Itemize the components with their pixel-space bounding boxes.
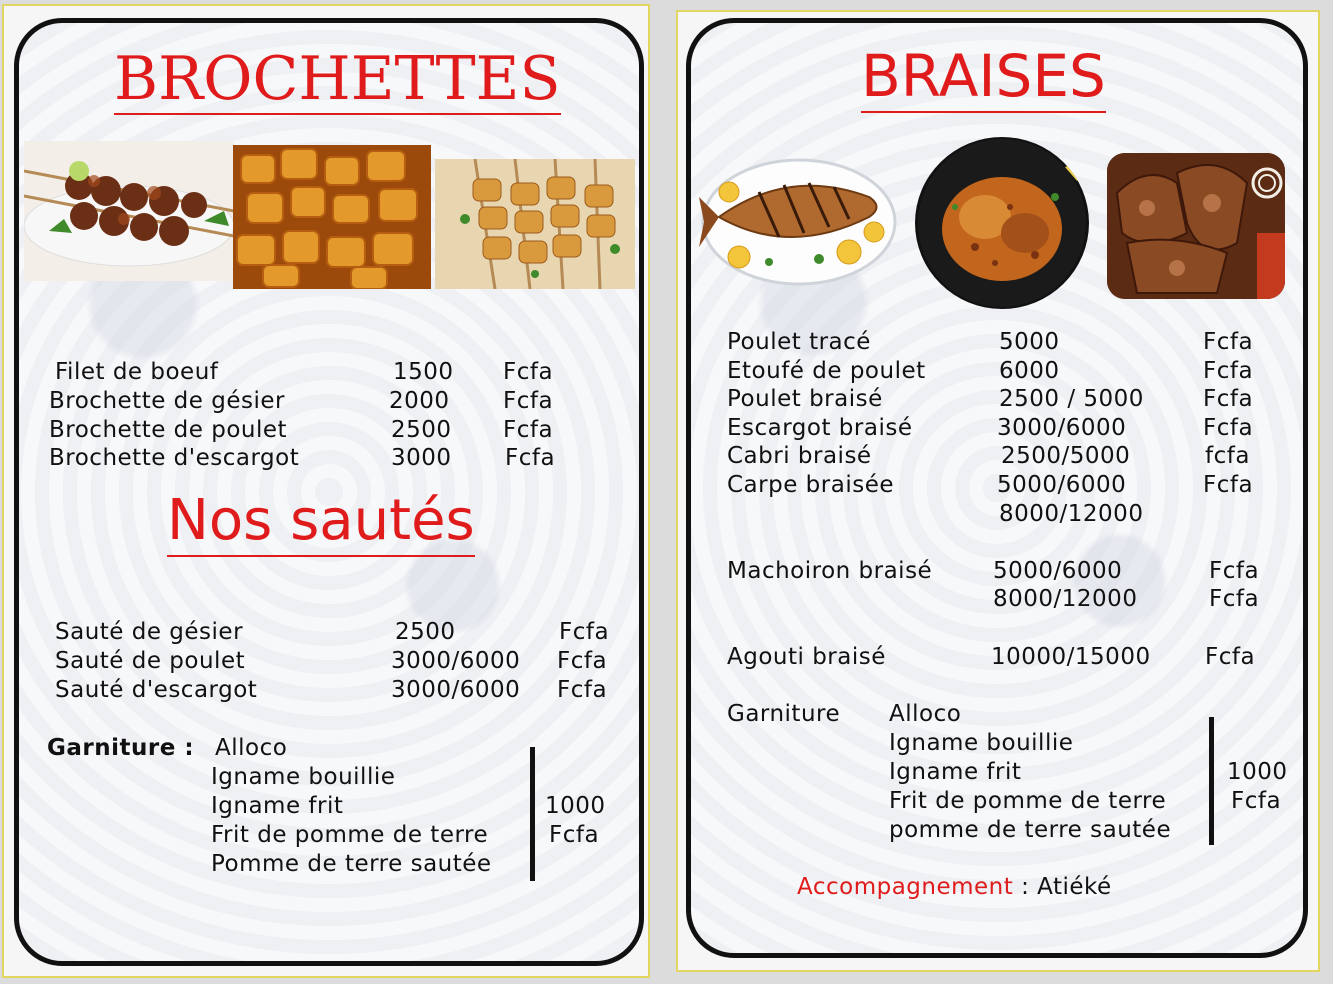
- item-name: Sauté de gésier: [55, 619, 244, 645]
- item-price: 2500/5000: [1001, 443, 1131, 469]
- braised-goat-photo: [1107, 153, 1285, 299]
- garniture-bracket: [530, 747, 535, 881]
- menu-page-brochettes: [2, 4, 650, 978]
- item-unit: Fcfa: [1203, 472, 1254, 498]
- item-unit: Fcfa: [1203, 329, 1254, 355]
- item-name: Brochette de poulet: [49, 417, 288, 443]
- sautes-title: Nos sautés: [167, 493, 475, 557]
- garniture-option: Igname bouillie: [211, 764, 396, 790]
- fried-potatoes-photo: [233, 145, 431, 289]
- item-name: Sauté de poulet: [55, 648, 246, 674]
- brochettes-title: BROCHETTES: [114, 44, 561, 114]
- item-name: Filet de boeuf: [55, 359, 219, 385]
- garniture-option: Frit de pomme de terre: [211, 822, 489, 848]
- item-unit: Fcfa: [1209, 586, 1260, 612]
- garniture-option: pomme de terre sautée: [889, 817, 1172, 843]
- item-unit: Fcfa: [503, 417, 554, 443]
- accompagnement-line: [797, 874, 1112, 900]
- grilled-fish-photo: [699, 147, 899, 297]
- item-name: Cabri braisé: [727, 443, 872, 469]
- item-price: 8000/12000: [993, 586, 1138, 612]
- item-price: 2000: [389, 388, 450, 414]
- item-price: 3000/6000: [391, 677, 521, 703]
- garniture-label: Garniture: [727, 701, 841, 727]
- item-price: 6000: [999, 358, 1060, 384]
- item-price: 3000/6000: [391, 648, 521, 674]
- garniture-option: Igname frit: [211, 793, 344, 819]
- item-price: 3000: [391, 445, 452, 471]
- menu-page-braises: [676, 10, 1320, 972]
- item-unit: Fcfa: [557, 677, 608, 703]
- item-unit: Fcfa: [1203, 386, 1254, 412]
- garniture-option: Igname bouillie: [889, 730, 1074, 756]
- garniture-price: 1000: [1227, 759, 1288, 785]
- item-unit: Fcfa: [1203, 415, 1254, 441]
- garniture-price: 1000: [545, 793, 606, 819]
- garniture-option: Pomme de terre sautée: [211, 851, 492, 877]
- item-unit: Fcfa: [559, 619, 610, 645]
- item-price: 5000: [999, 329, 1060, 355]
- garniture-option: Alloco: [215, 735, 288, 761]
- item-price: 10000/15000: [991, 644, 1151, 670]
- item-name: Carpe braisée: [727, 472, 894, 498]
- item-price: 2500: [391, 417, 452, 443]
- braises-title: BRAISES: [861, 47, 1106, 113]
- garniture-option: Frit de pomme de terre: [889, 788, 1167, 814]
- item-name: Etoufé de poulet: [727, 358, 926, 384]
- menu-card-brochettes: [14, 18, 644, 966]
- garniture-option: Igname frit: [889, 759, 1022, 785]
- item-name: Brochette d'escargot: [49, 445, 300, 471]
- item-name: Poulet braisé: [727, 386, 883, 412]
- accompagnement-value: Atiéké: [1037, 874, 1112, 900]
- item-unit: Fcfa: [503, 388, 554, 414]
- garniture-option: Alloco: [889, 701, 962, 727]
- garniture-bracket: [1209, 717, 1214, 845]
- item-unit: Fcfa: [1203, 358, 1254, 384]
- item-unit: Fcfa: [503, 359, 554, 385]
- item-name: Machoiron braisé: [727, 558, 933, 584]
- item-price-extra: 8000/12000: [999, 501, 1144, 527]
- item-name: Brochette de gésier: [49, 388, 285, 414]
- item-name: Sauté d'escargot: [55, 677, 258, 703]
- roast-chicken-photo: [915, 137, 1089, 309]
- item-unit: fcfa: [1205, 443, 1250, 469]
- accompagnement-separator: :: [1013, 874, 1038, 900]
- chicken-skewers-photo: [435, 159, 635, 289]
- item-unit: Fcfa: [505, 445, 556, 471]
- item-unit: Fcfa: [557, 648, 608, 674]
- item-price: 5000/6000: [993, 558, 1123, 584]
- item-name: Agouti braisé: [727, 644, 886, 670]
- item-price: 5000/6000: [997, 472, 1127, 498]
- garniture-unit: Fcfa: [549, 822, 600, 848]
- item-price: 3000/6000: [997, 415, 1127, 441]
- item-unit: Fcfa: [1205, 644, 1256, 670]
- item-price: 2500 / 5000: [999, 386, 1144, 412]
- item-price: 2500: [395, 619, 456, 645]
- item-unit: Fcfa: [1209, 558, 1260, 584]
- accompagnement-label: Accompagnement: [797, 874, 1014, 900]
- item-name: Escargot braisé: [727, 415, 913, 441]
- menu-card-braises: [686, 18, 1308, 958]
- item-name: Poulet tracé: [727, 329, 871, 355]
- garniture-unit: Fcfa: [1231, 788, 1282, 814]
- item-price: 1500: [393, 359, 454, 385]
- skewers-photo: [24, 141, 234, 281]
- garniture-label: Garniture :: [47, 735, 195, 761]
